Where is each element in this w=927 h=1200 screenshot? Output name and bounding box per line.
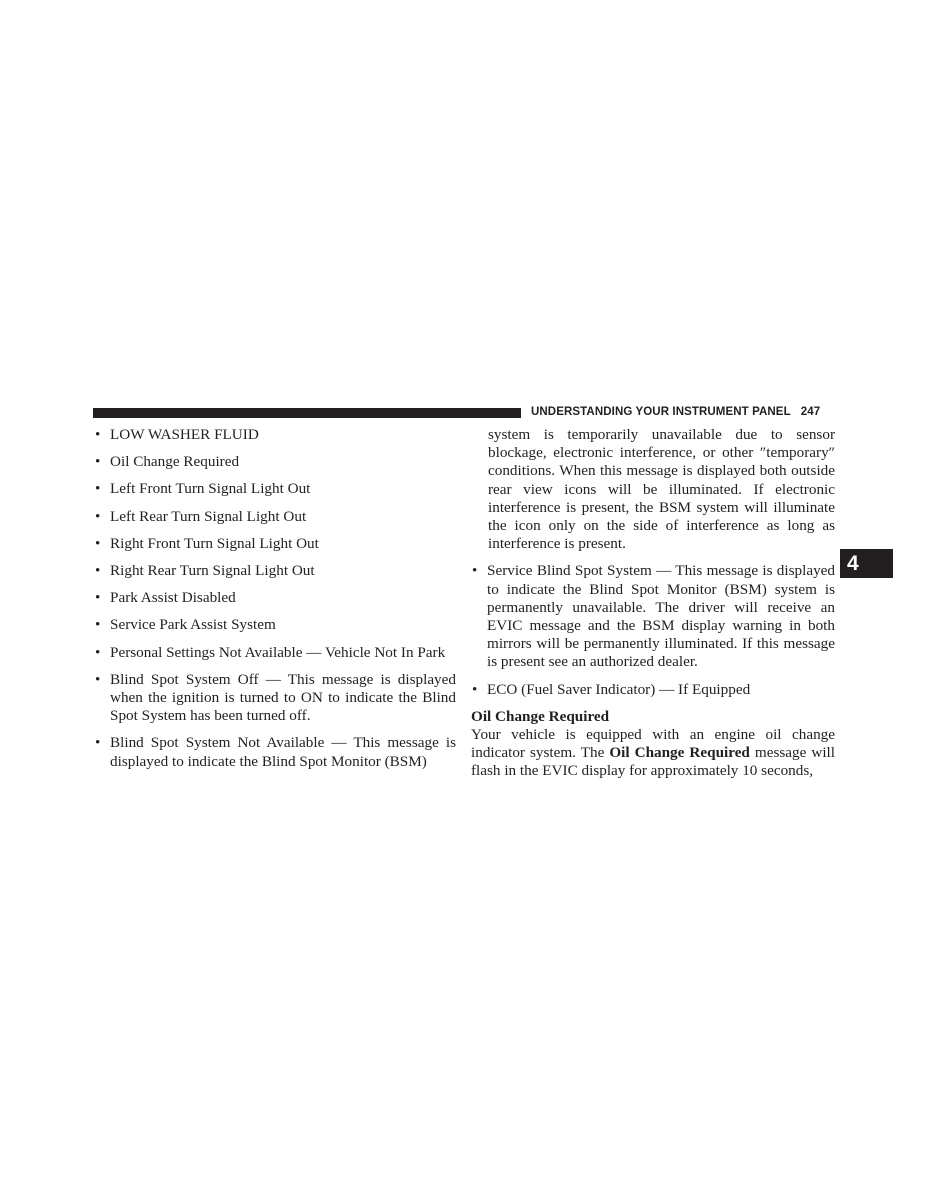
continued-paragraph: system is temporarily unavailable due to sensor blockage, electronic interference, or other ″temporary″ conditions. When this message is displayed both outside rear view icons will be illuminated. If electronic interference is present, the BSM system will illuminate the icon only on the side of interference as long as interference is present. — [488, 426, 835, 553]
page-number: 247 — [800, 406, 821, 418]
header-title: UNDERSTANDING YOUR INSTRUMENT PANEL — [531, 406, 791, 418]
running-header — [531, 406, 835, 418]
list-item: • LOW WASHER FLUID — [94, 426, 456, 444]
list-item: • Right Front Turn Signal Light Out — [94, 535, 456, 553]
paragraph-text-1: Your vehicle is equipped with an engine oil change indicator system. The — [471, 726, 835, 762]
list-item: • Blind Spot System Off — This message is displayed when the ignition is turned to ON to indicate the Blind Spot System has been turned off. — [94, 671, 456, 726]
list-item: • Left Front Turn Signal Light Out — [94, 480, 456, 498]
list-item: • Service Park Assist System — [94, 616, 456, 634]
list-item: • Personal Settings Not Available — Vehicle Not In Park — [94, 644, 456, 662]
header-rule — [93, 408, 521, 418]
message-list-left — [94, 426, 456, 771]
list-item: • Service Blind Spot System — This message is displayed to indicate the Blind Spot Monitor (BSM) system is permanently unavailable. The driver will receive an EVIC message and the BSM display warning in both mirrors will be permanently illuminated. If this message is present see an authorized dealer. — [471, 562, 835, 671]
body-paragraph — [471, 726, 835, 781]
list-item: • Left Rear Turn Signal Light Out — [94, 508, 456, 526]
list-item: • ECO (Fuel Saver Indicator) — If Equipped — [471, 681, 835, 699]
list-item: • Oil Change Required — [94, 453, 456, 471]
paragraph-text-2: message will flash in the EVIC display for approximately 10 seconds, — [471, 744, 835, 780]
message-list-right — [471, 562, 835, 698]
list-item: • Blind Spot System Not Available — This message is displayed to indicate the Blind Spot Monitor (BSM) — [94, 734, 456, 770]
list-item: • Park Assist Disabled — [94, 589, 456, 607]
left-column — [94, 426, 456, 780]
paragraph-bold-text: Oil Change Required — [609, 744, 750, 762]
section-heading: Oil Change Required — [471, 707, 610, 725]
right-column — [471, 426, 835, 781]
list-item: • Right Rear Turn Signal Light Out — [94, 562, 456, 580]
chapter-tab: 4 — [840, 549, 893, 578]
